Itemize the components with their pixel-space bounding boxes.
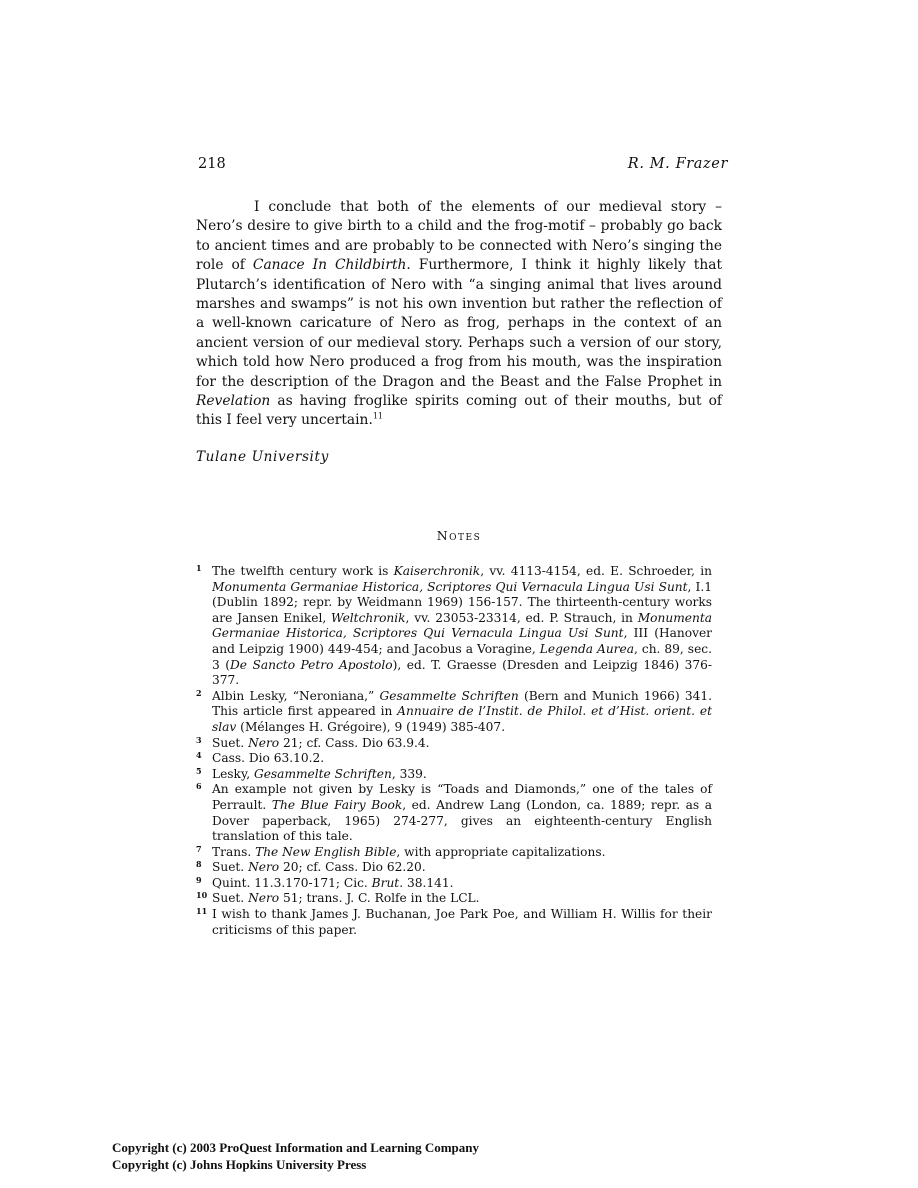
text-run: , 339. — [391, 766, 427, 781]
footnote-text — [212, 751, 324, 765]
italic-text: Nero — [248, 860, 280, 875]
copyright-line-2: Copyright (c) Johns Hopkins University Press — [112, 1157, 367, 1172]
text-run: , vv. 4113-4154, ed. E. Schroeder, in — [480, 564, 712, 578]
footnote-text — [212, 845, 605, 859]
text-run: (Bern and Munich 1966) 341. This article first appeared in — [212, 688, 713, 719]
footnote-number: 7 — [196, 843, 202, 854]
text-run: , III (Hanover and Leipzig 1900) 449-454; and Jacobus a Voragine, — [212, 626, 712, 656]
italic-text: Brut — [371, 875, 400, 890]
footnote-number: 5 — [196, 765, 202, 776]
italic-text: Kaiserchronik — [393, 564, 481, 578]
italic-text: Weltchronik — [331, 610, 406, 625]
text-run: , vv. 23053-23314, ed. P. Strauch, in — [405, 610, 638, 625]
italic-text: De Sancto Petro Apostolo — [230, 657, 393, 672]
text-run: , ch. 89, sec. 3 ( — [212, 641, 712, 672]
footnote — [196, 751, 712, 767]
text-run: 21; cf. Cass. Dio 63.9.4. — [279, 735, 430, 750]
author-affiliation: Tulane University — [196, 449, 329, 465]
text-run: , ed. Andrew Lang (London, ca. 1889; repr. as a Dover paperback, 1965) 274-277, gives an eighteenth-century English translation of this tale. — [212, 797, 712, 844]
text-run: Trans. — [212, 844, 256, 859]
text-run: 51; trans. J. C. Rolfe in the LCL. — [279, 891, 480, 906]
footnote-number: 4 — [196, 750, 202, 761]
text-run: The twelfth century work is — [212, 564, 394, 578]
footnote-text — [212, 876, 453, 890]
footnote-ref: 11 — [372, 411, 384, 421]
footnote — [196, 736, 712, 752]
text-run: I wish to thank James J. Buchanan, Joe Park Poe, and William H. Willis for their criticisms of this paper. — [212, 907, 712, 937]
italic-text: The New English Bible — [255, 844, 397, 859]
footnote-text — [212, 689, 712, 734]
footnote — [196, 782, 712, 844]
text-run: . Furthermore, I think it highly likely that Plutarch’s identification of Nero with “a singing animal that lives around marshes and swamps” is not his own invention but rather the reflection of a well-known caricature of Nero as frog, perhaps in the context of an ancient version of our medieval story. Perhaps such a version of our story, which told how Nero produced a frog from his mouth, was the inspiration for the description of the Dragon and the Beast and the False Prophet in — [196, 257, 722, 390]
text-run: Quint. 11.3.170-171; Cic. — [212, 875, 372, 890]
text-run: Lesky, — [212, 766, 254, 781]
italic-text: Monumenta Germaniae Historica, Scriptores Qui Vernacula Lingua Usi Sunt — [212, 579, 688, 594]
footnote-text — [212, 767, 427, 781]
footnote-number: 1 — [196, 563, 202, 573]
italic-text: Annuaire de l’Instit. de Philol. et d’Hist. orient. et slav — [212, 704, 712, 734]
footnote-number: 3 — [196, 734, 202, 745]
copyright-line-1: Copyright (c) 2003 ProQuest Information and Learning Company — [112, 1140, 480, 1155]
text-run: . 38.141. — [399, 875, 454, 890]
text-run: I conclude that both of the elements of our medieval story – Nero’s desire to give birth to a child and the frog-motif – probably go back to ancient times and are probably to be connected with Nero’s singing the role of — [196, 199, 722, 274]
body-text — [196, 198, 722, 431]
footnote — [196, 845, 712, 861]
footnote-text — [212, 907, 712, 937]
paragraph-text — [196, 198, 722, 431]
footnote — [196, 891, 712, 907]
italic-text: Nero — [248, 735, 280, 750]
italic-text: The Blue Fairy Book — [271, 797, 403, 812]
footnote-text — [212, 736, 430, 750]
footnote-text — [212, 891, 480, 905]
page-number: 218 — [198, 156, 226, 172]
text-run: Albin Lesky, “Neroniana,” — [212, 688, 380, 703]
text-run: Suet. — [212, 891, 249, 906]
notes-list — [196, 564, 712, 938]
text-run: , with appropriate capitalizations. — [396, 844, 606, 859]
text-run: An example not given by Lesky is “Toads and Diamonds,” one of the tales of Perrault. — [212, 782, 712, 812]
italic-text: Nero — [248, 891, 280, 906]
copyright-footer — [112, 1139, 479, 1173]
footnote-text — [212, 564, 712, 687]
text-run: (Mélanges H. Grégoire), 9 (1949) 385-407. — [236, 719, 506, 734]
italic-text: Canace In Childbirth — [252, 257, 407, 274]
footnote-text — [212, 860, 426, 874]
footnote — [196, 564, 712, 689]
footnote-number: 2 — [196, 687, 202, 698]
footnote — [196, 860, 712, 876]
footnote — [196, 907, 712, 938]
text-run: 20; cf. Cass. Dio 62.20. — [279, 860, 426, 875]
text-run: , I.1 (Dublin 1892; repr. by Weidmann 1969) 156-157. The thirteenth-century works are Jansen Enikel, — [212, 579, 712, 625]
footnote-number: 8 — [196, 859, 202, 870]
text-run: ), ed. T. Graesse (Dresden and Leipzig 1846) 376-377. — [212, 657, 712, 688]
running-head: R. M. Frazer — [627, 156, 728, 172]
footnote-number: 10 — [196, 890, 208, 901]
text-run: Suet. — [212, 735, 249, 750]
italic-text: Gesammelte Schriften — [379, 688, 519, 703]
paragraph — [196, 198, 722, 431]
italic-text: Gesammelte Schriften — [253, 766, 392, 781]
text-run: as having froglike spirits coming out of their mouths, but of this I feel very uncertain. — [196, 393, 722, 429]
footnote-number: 11 — [196, 906, 208, 917]
page-header — [198, 156, 728, 176]
text-run: Cass. Dio 63.10.2. — [212, 751, 325, 766]
footnote — [196, 876, 712, 892]
italic-text: Monumenta Germaniae Historica, Scriptores Qui Vernacula Lingua Usi Sunt — [212, 610, 712, 641]
footnote-text — [212, 782, 712, 843]
footnote-number: 6 — [196, 781, 202, 792]
italic-text: Legenda Aurea — [539, 641, 634, 656]
footnote — [196, 689, 712, 736]
footnote-number: 9 — [196, 874, 202, 885]
italic-text: Revelation — [196, 393, 271, 410]
text-run: Suet. — [212, 860, 249, 875]
footnote — [196, 767, 712, 783]
notes-heading: Notes — [436, 528, 482, 543]
